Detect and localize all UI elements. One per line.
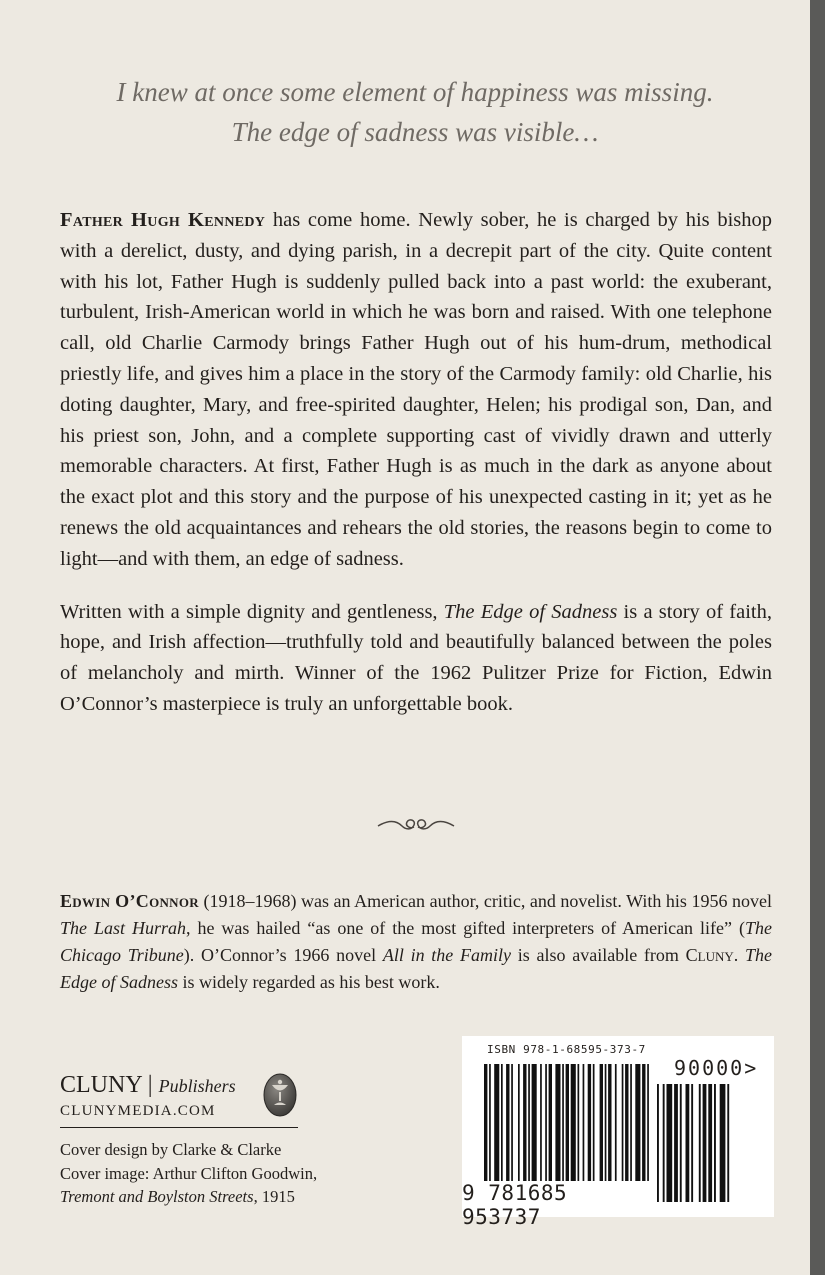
chalice-seal-icon bbox=[262, 1072, 298, 1118]
price-code: 90000> bbox=[674, 1056, 759, 1080]
description-text-2a: Written with a simple dignity and gentleness, bbox=[60, 600, 444, 623]
epigraph-line-2: The edge of sadness was visible… bbox=[231, 117, 599, 147]
barcode-bar bbox=[484, 1064, 487, 1181]
addon-barcode-bar bbox=[657, 1084, 659, 1202]
addon-barcode-bar bbox=[674, 1084, 678, 1202]
addon-barcode-bar bbox=[720, 1084, 726, 1202]
epigraph-line-1: I knew at once some element of happiness was missing. bbox=[116, 77, 714, 107]
barcode-bar bbox=[635, 1064, 640, 1181]
barcode-bar bbox=[501, 1064, 503, 1181]
barcode-bar bbox=[622, 1064, 624, 1181]
barcode-bar bbox=[566, 1064, 569, 1181]
barcode-bar bbox=[489, 1064, 491, 1181]
addon-barcode-bar bbox=[686, 1084, 690, 1202]
barcode-bar bbox=[532, 1064, 537, 1181]
publisher-url: CLUNYMEDIA.COM bbox=[60, 1103, 216, 1119]
description-paragraph-1 bbox=[60, 205, 772, 575]
artwork-year: , 1915 bbox=[253, 1187, 295, 1206]
barcode-bar bbox=[545, 1064, 547, 1181]
barcode-bar bbox=[523, 1064, 526, 1181]
barcode-bar bbox=[583, 1064, 585, 1181]
addon-barcode-bar bbox=[703, 1084, 707, 1202]
addon-barcode-bar bbox=[708, 1084, 712, 1202]
barcode-bar bbox=[642, 1064, 645, 1181]
epigraph bbox=[60, 72, 770, 152]
barcode-bar bbox=[549, 1064, 552, 1181]
barcode-bar bbox=[528, 1064, 530, 1181]
addon-barcode-bar bbox=[714, 1084, 716, 1202]
barcode-bar bbox=[571, 1064, 576, 1181]
credit-image-title bbox=[60, 1185, 360, 1209]
barcode-bar bbox=[600, 1064, 603, 1181]
bio-text-2: , he was hailed “as one of the most gifted interpreters of American life” ( bbox=[185, 918, 745, 938]
bio-text-4: is also available from bbox=[511, 945, 686, 965]
barcode-bar bbox=[506, 1064, 509, 1181]
addon-barcode-bar bbox=[727, 1084, 729, 1202]
bio-text-5: . bbox=[733, 945, 746, 965]
publisher-tagline: Publishers bbox=[158, 1076, 236, 1096]
cover-credits bbox=[60, 1138, 360, 1209]
isbn-barcode bbox=[462, 1036, 774, 1229]
barcode-bar bbox=[511, 1064, 513, 1181]
description-paragraph-2 bbox=[60, 597, 772, 720]
author-bio bbox=[60, 888, 772, 996]
bio-text-6: is widely regarded as his best work. bbox=[177, 972, 440, 992]
protagonist-name: Father Hugh Kennedy bbox=[60, 209, 266, 231]
description-text-1: has come home. Newly sober, he is charged by his bishop with a derelict, dusty, and dying parish, in a decrepit part of the city. Quite content with his lot, Father Hugh is suddenly pulled back into a past world: the exuberant, turbulent, Irish-American world in which he was born and raised. With one telephone call, old Charlie Carmody brings Father Hugh out of his hum-drum, methodical priestly life, and gives him a place in the story of the Carmody family: old Charlie, his doting daughter, Mary, and free-spirited daughter, Helen; his prodigal son, Dan, and his priest son, John, and a complete supporting cast of vividly drawn and utterly memorable characters. At first, Father Hugh is as much in the dark as anyone about the exact plot and this story and the purpose of his unexpected casting in it; yet as he renews the old acquaintances and rehears the old stories, the reasons begin to come to light—and with them, an edge of sadness. bbox=[60, 209, 772, 570]
bio-book-3: The Edge of Sadness bbox=[60, 945, 773, 992]
barcode-digits: 9 781685 953737 bbox=[462, 1181, 568, 1229]
barcode-bar bbox=[605, 1064, 607, 1181]
bio-text-3: ). O’Connor’s 1966 novel bbox=[183, 945, 383, 965]
barcode-bar bbox=[630, 1064, 632, 1181]
author-name: Edwin O’Connor bbox=[60, 891, 199, 911]
addon-barcode-bar bbox=[680, 1084, 682, 1202]
bio-source: The Chicago Tribune bbox=[60, 918, 772, 965]
artwork-title: Tremont and Boylston Streets bbox=[60, 1187, 254, 1206]
addon-barcode-bar bbox=[667, 1084, 673, 1202]
barcode-bar bbox=[588, 1064, 591, 1181]
spine-edge bbox=[810, 0, 825, 1275]
divider-line bbox=[60, 1127, 298, 1128]
credit-image: Cover image: Arthur Clifton Goodwin, bbox=[60, 1163, 318, 1183]
barcode-bar bbox=[555, 1064, 560, 1181]
book-title: The Edge of Sadness bbox=[443, 600, 618, 623]
barcode-bar bbox=[540, 1064, 542, 1181]
bio-book-1: The Last Hurrah bbox=[60, 918, 186, 938]
addon-barcode-bar bbox=[691, 1084, 693, 1202]
book-description bbox=[60, 205, 772, 742]
addon-barcode-bar bbox=[699, 1084, 701, 1202]
addon-barcode-bar bbox=[663, 1084, 665, 1202]
barcode-bar bbox=[562, 1064, 564, 1181]
barcode-bar bbox=[518, 1064, 520, 1181]
barcode-bar bbox=[647, 1064, 649, 1181]
flourish-ornament-icon bbox=[376, 812, 456, 838]
bio-book-2: All in the Family bbox=[382, 945, 512, 965]
barcode-bar bbox=[608, 1064, 611, 1181]
isbn-label: ISBN 978-1-68595-373-7 bbox=[487, 1043, 646, 1056]
bio-text-1: (1918–1968) was an American author, critic, and novelist. With his 1956 novel bbox=[198, 891, 772, 911]
publisher-separator: | bbox=[141, 1072, 159, 1098]
barcode-bar bbox=[615, 1064, 617, 1181]
description-text-2b: is a story of faith, hope, and Irish affection—truthfully told and beautifully balanced between the poles of melancholy and mirth. Winner of the 1962 Pulitzer Prize for Fiction, Edwin O’Connor’s masterpiece is truly an unforgettable book. bbox=[60, 600, 772, 715]
barcode-bar bbox=[593, 1064, 595, 1181]
barcode-bar bbox=[494, 1064, 499, 1181]
bio-publisher: Cluny bbox=[685, 945, 734, 965]
credit-design: Cover design by Clarke & Clarke bbox=[60, 1140, 282, 1159]
barcode-bar bbox=[578, 1064, 580, 1181]
barcode-bar bbox=[625, 1064, 628, 1181]
publisher-name: CLUNY bbox=[60, 1072, 142, 1098]
